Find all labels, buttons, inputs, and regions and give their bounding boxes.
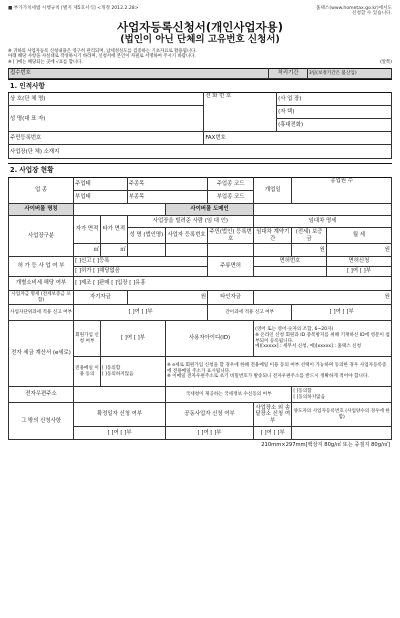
- receipt-number-label: 접수번호: [9, 68, 269, 78]
- cyber-mall-domain-label: 사이버몰 도메인: [166, 204, 254, 216]
- liquor-license-apply-label: 면허신청: [326, 257, 391, 267]
- own-fund-field[interactable]: 원: [127, 291, 207, 305]
- instruction-line1: ※ 귀하의 사업자등록 신청내용은 영구히 관리되며, 납세성실도를 검증하는 기초자료로 활용됩니다.: [8, 48, 197, 54]
- liquor-license-label: 주류면허: [208, 257, 254, 277]
- other-requests-label: 그 밖의 신청사항: [9, 403, 74, 440]
- representative-name-label[interactable]: 성 명(대 표 자): [9, 106, 204, 132]
- lender-header: 사업장을 빌려준 사람 (임 대 인): [127, 216, 253, 228]
- user-id-notes: [254, 321, 392, 357]
- rent-area-label: 타가 면적: [100, 216, 127, 244]
- unit-tax-option[interactable]: [ ]여 [ ]부: [74, 305, 208, 321]
- excise-options[interactable]: [ ]제조 [ ]판매 [ ]입장 [ ]유흥: [74, 277, 392, 291]
- user-id-label[interactable]: 사용자아이디(ID): [166, 321, 254, 357]
- nts-info-agree[interactable]: [ ]동의함: [293, 389, 312, 395]
- hometax-note: [312, 6, 392, 17]
- form-reference: ■ 부가가치세법 시행규칙 [별지 제5호서식] <개정 2012.2.28>: [8, 6, 139, 11]
- lender-biz-no-field[interactable]: [166, 244, 208, 257]
- delivery-address-option[interactable]: [ ]여 [ ]부: [254, 427, 292, 440]
- user-id-note-3: 예)[xxxxx] : 세무서 신청, 예)[xxxxx] : 홈택스 신청: [255, 344, 362, 350]
- confirmed-date-label: 확정일자 신청 여부: [74, 403, 166, 427]
- own-area-unit[interactable]: ㎡: [74, 244, 101, 257]
- lease-period-field[interactable]: [254, 244, 292, 257]
- confirmed-date-option[interactable]: [ ]여 [ ]부: [74, 427, 166, 440]
- main-code-label[interactable]: 주업종 코드: [208, 178, 254, 191]
- cyber-mall-domain-field[interactable]: [254, 204, 392, 216]
- license-label: 허 가 등 사 업 여 부: [9, 257, 74, 277]
- section1-title: 1. 인적사항: [8, 79, 392, 93]
- processing-period-value: 3일(보정기간은 불산입): [307, 68, 391, 78]
- nts-info-options[interactable]: [292, 387, 392, 403]
- address-label[interactable]: 사업장(단 체) 소재지: [9, 145, 392, 159]
- borrowed-fund-field[interactable]: 원: [254, 291, 392, 305]
- exclusive-mail-agree[interactable]: [ ]동의함: [101, 366, 121, 372]
- nts-info-label: 국세청이 제공하는 국세정보 수신동의 여부: [166, 387, 292, 403]
- instructions: [8, 49, 392, 66]
- nts-info-disagree[interactable]: [ ]동의하지않음: [293, 394, 326, 400]
- paper-spec: 210mm×297mm[백상지 80g/㎡ 또는 중질지 80g/㎡]: [261, 442, 390, 449]
- license-option-1[interactable]: [ ]신고 [ ]등록: [74, 257, 208, 267]
- phone-business[interactable]: (사 업 장): [277, 93, 392, 106]
- liquor-license-number-label: 면허번호: [254, 257, 327, 267]
- exclusive-mail-options[interactable]: [100, 357, 165, 387]
- form-header: [8, 6, 392, 17]
- fax-label[interactable]: FAX번호: [204, 132, 392, 145]
- lease-period-label: 임대차 계약기간: [254, 228, 292, 244]
- lender-rrn-label: 주민(법인) 등록번호: [209, 229, 252, 242]
- lender-rrn-field[interactable]: [208, 244, 254, 257]
- sub-code-label[interactable]: 부업종 코드: [208, 191, 254, 204]
- instruction-line3: ※ [ ]에는 해당되는 곳에 √표를 합니다.: [8, 60, 83, 66]
- lease-header: 임대차 명세: [254, 216, 392, 228]
- rent-area-unit[interactable]: ㎡: [100, 244, 127, 257]
- transferor-field[interactable]: [292, 427, 392, 440]
- exclusive-mail-disagree[interactable]: [ ]동의하지않음: [101, 371, 134, 377]
- e-invoice-label: 전자 세금 계산서 (e세로): [9, 321, 74, 387]
- employees-label[interactable]: 종업원 수: [292, 178, 392, 204]
- email-field[interactable]: [74, 387, 166, 403]
- joint-business-label: 공동사업자 신청 여부: [166, 403, 254, 427]
- cyber-mall-name-label: 사이버몰 명칭: [9, 204, 74, 216]
- delivery-address-label: 사업장소 외 송달장소 신청 여부: [254, 403, 292, 427]
- lender-name-label: 성 명 (법인명): [127, 228, 165, 244]
- simple-tax-label: 간이과세 적용 신고 여부: [208, 305, 292, 321]
- main-business-label[interactable]: 주업태: [74, 178, 128, 191]
- excise-label: 개별소비세 해당 여부: [9, 277, 74, 291]
- unit-tax-label: 사업자단위과세 적용 신고 여부: [9, 305, 74, 321]
- form-title: 사업자등록신청서(개인사업자용): [116, 19, 284, 34]
- sub-item-label[interactable]: 부종목: [127, 191, 207, 204]
- monthly-rent-label: 월 세: [326, 228, 391, 244]
- processing-period-label: 처리기간: [269, 68, 307, 78]
- open-date-label[interactable]: 개업일: [254, 178, 292, 204]
- instruction-line2: 아래 해당 사항을 사실대로 작성하시기 바라며, 신청서에 본인이 자필로 서명하여 주시기 바랍니다.: [8, 54, 196, 60]
- hometax-note-line2: 신청할 수 있습니다.: [352, 11, 392, 17]
- liquor-license-apply-option[interactable]: [ ]여 [ ]부: [326, 267, 391, 277]
- page-side: (앞쪽): [380, 60, 392, 66]
- phone-label: 전 화 번 호: [204, 93, 277, 132]
- joint-business-option[interactable]: [ ]여 [ ]부: [166, 427, 254, 440]
- cyber-mall-name-field[interactable]: [74, 204, 166, 216]
- monthly-rent-unit[interactable]: 원: [326, 244, 391, 257]
- user-id-note-1: (영어 또는 영어·숫자의 조합, 6~20자): [255, 327, 334, 333]
- classification-label: 사업장구분: [9, 216, 74, 257]
- email-label: 전자우편주소: [9, 387, 74, 403]
- business-info-table: [8, 177, 392, 440]
- deposit-unit[interactable]: 원: [292, 244, 326, 257]
- exclusive-mail-note-1: ※ e세로 회원가입 신청을 할 경우에 한해 전용메일 이용 동의 여부 선택이 가능하며 동의한 경우 사업자등록증에 전용메일 주소가 표시됩니다.: [167, 362, 387, 374]
- main-item-label[interactable]: 주종목: [127, 178, 207, 191]
- section2-title: 2. 사업장 현황: [8, 163, 392, 177]
- transferor-label: 양도자의 사업자등록번호 (사업양수의 경우에 한함): [292, 403, 392, 427]
- hometax-note-line1: 홈택스(www.hometax.go.kr)에서도: [316, 6, 392, 11]
- simple-tax-option[interactable]: [ ]여 [ ]부: [292, 305, 392, 321]
- license-option-2[interactable]: [ ]허가 [ ]해당없음: [74, 267, 208, 277]
- member-signup-option[interactable]: [ ]여 [ ]부: [100, 321, 165, 357]
- exclusive-mail-note-2: ※ 이메일 전자우편주소로 초기 비밀번호가 발송되니 전자우편주소를 반드시 정확하게 적어야 합니다.: [167, 374, 369, 380]
- phone-home[interactable]: (자 택): [277, 106, 392, 119]
- personal-info-table: [8, 92, 392, 159]
- receipt-table: [8, 68, 392, 79]
- trade-name-label[interactable]: 상 호(단 체 명): [9, 93, 204, 106]
- member-signup-label: 회원가입 신청 여부: [74, 321, 101, 357]
- liquor-license-number-field[interactable]: [254, 267, 327, 277]
- own-area-label: 자가 면적: [74, 216, 101, 244]
- business-type-label: 업 종: [9, 178, 74, 204]
- borrowed-fund-label: 타인자금: [208, 291, 254, 305]
- sub-business-label[interactable]: 부업태: [74, 191, 128, 204]
- phone-mobile[interactable]: (휴대전화): [277, 119, 392, 132]
- exclusive-mail-notes: [166, 357, 392, 387]
- own-fund-label: 자기자금: [74, 291, 128, 305]
- lender-name-field[interactable]: [127, 244, 165, 257]
- deposit-label: (전세) 보증금: [292, 228, 326, 244]
- fund-label: 사업자금 명세 (전세보증금 포함): [9, 291, 74, 305]
- user-id-note-2: ※ 온라인 신청 회원과 ID 중복방지를 위해 기재하신 ID에 영문이 첨부되어 등록됩니다.: [255, 332, 390, 344]
- form-subtitle: (법인이 아닌 단체의 고유번호 신청서): [120, 33, 280, 45]
- exclusive-mail-label: 전용메일 이용 동의: [74, 357, 101, 387]
- lender-biz-no-label: 사업자 등록번호: [166, 228, 208, 244]
- rrn-label[interactable]: 주민등록번호: [9, 132, 204, 145]
